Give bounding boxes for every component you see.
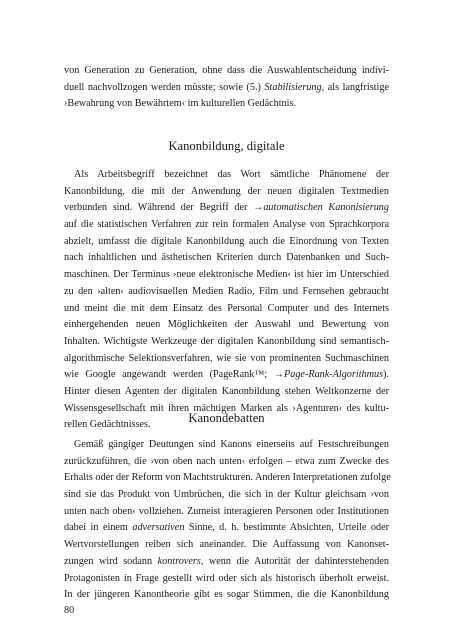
- text-line: auf die statistischen Verfahren zur rein formalen Analyse von Sprachkorpora: [64, 219, 389, 231]
- text-line: dabei in einem adversativen Sinne, d. h. bestimmte Absichten, Urteile oder: [64, 522, 389, 534]
- text-line: rellen Gedächtnisses.: [64, 419, 151, 431]
- text-line: sind sie das Produkt von Umbrüchen, die sich in der Kultur gleichsam ›von: [64, 489, 389, 501]
- text-line: ›Bewahrung von Bewährtem‹ im kulturellen Gedächtnis.: [64, 98, 296, 110]
- italic-term: Stabilisierung: [264, 81, 322, 93]
- text-line: wie Google angewandt werden (PageRank™; →Page-Rank-Algorithmus).: [64, 369, 389, 381]
- text-line: Wertvorstellungen reiben sich aneinander. Die Auffassung von Kanonset-: [64, 539, 389, 551]
- text-line: zu den ›alten‹ audiovisuellen Medien Radio, Film und Fernsehen gebraucht: [64, 285, 389, 297]
- text-line: nach inhaltlichen und ästhetischen Kriterien durch Datenbanken und Such-: [64, 252, 389, 264]
- text-line: verbunden sind. Während der Begriff der →automatischen Kanonisierung: [64, 202, 389, 214]
- top-paragraph: [64, 63, 389, 113]
- text-line: Erhalts oder der Reform von Machtstrukturen. Anderen Interpretationen zufolge: [64, 472, 391, 484]
- text-line: In der jüngeren Kanontheorie gibt es sogar Stimmen, die die Kanonbildung: [64, 589, 389, 601]
- text-line: unten nach oben‹ vollziehen. Zumeist interagieren Personen oder Institutionen: [64, 505, 389, 517]
- text-line: algorithmische Selektionsverfahren, wie sie von prominenten Suchmaschinen: [64, 352, 389, 364]
- text-line: Inhalten. Wichtigste Werkzeuge der digitalen Kanonbildung sind semantisch-: [64, 335, 389, 347]
- page-number: 80: [64, 605, 75, 616]
- text-line: duell nachvollzogen werden müsste; sowie (5.) Stabilisierung, als langfristige: [64, 81, 390, 93]
- text-line: Hinter diesen Agenten der digitalen Kanonbildung stehen Weltkonzerne der: [64, 385, 389, 397]
- section2-paragraph: [64, 437, 389, 604]
- text-line: einhergehenden neuen Möglichkeiten der Auswahl und Bewertung von: [64, 319, 389, 331]
- text-line: Protagonisten in Frage gestellt wird oder sich als historisch überholt erweist.: [64, 572, 389, 584]
- section-heading-kanondebatten: Kanondebatten: [188, 411, 265, 425]
- text-line: zungen wird sodann kontrovers, wenn die Autorität der dahinterstehenden: [64, 555, 389, 567]
- text-line: Wissensgesellschaft mit ihren mächtigen Marken als ›Agenturen‹ des kultu-: [64, 402, 389, 414]
- text-line: und meint die mit dem Einsatz des Personal Computer und des Internets: [64, 302, 389, 314]
- text-line: Als Arbeitsbegriff bezeichnet das Wort sämtliche Phänomene der: [74, 169, 389, 180]
- text-line: zurückzuführen, die ›von oben nach unten‹ erfolgen – etwa zum Zwecke des: [64, 455, 389, 467]
- text-line: maschinen. Der Terminus ›neue elektronische Medien‹ ist hier im Unterschied: [64, 269, 389, 281]
- section-heading-kanonbildung-digitale: Kanonbildung, digitale: [168, 139, 285, 153]
- section1-paragraph: [64, 167, 389, 434]
- text-line: von Generation zu Generation, ohne dass die Auswahlentscheidung indivi-: [64, 65, 389, 76]
- text-line: abzielt, umfasst die digitale Kanonbildung auch die Einordnung von Texten: [64, 235, 389, 247]
- text-line: Gemäß gängiger Deutungen sind Kanons einerseits auf Festschreibungen: [74, 439, 389, 450]
- text-line: Kanonbildung, die mit der Anwendung der neuen digitalen Textmedien: [64, 185, 389, 197]
